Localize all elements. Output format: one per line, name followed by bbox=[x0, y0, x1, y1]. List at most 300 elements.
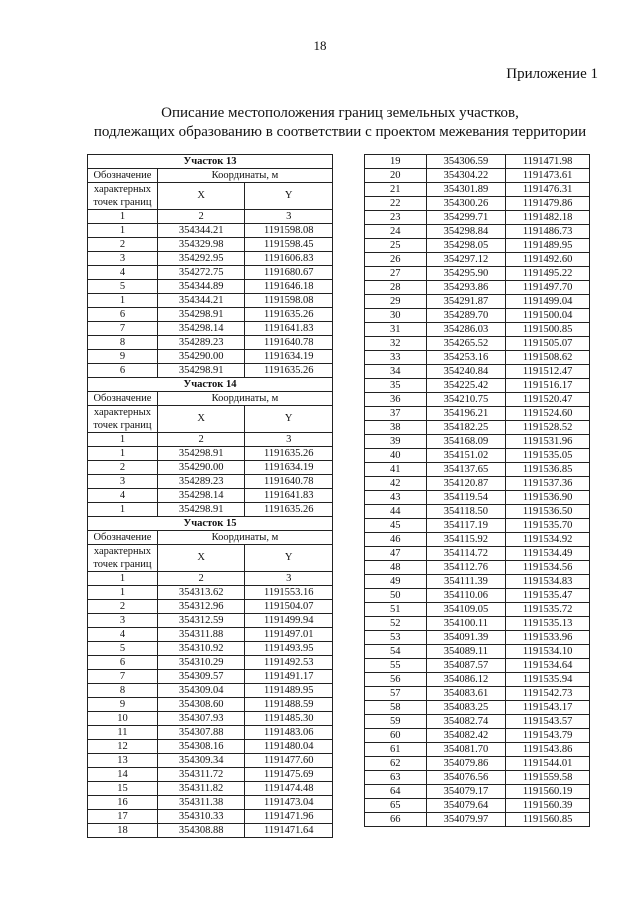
point-id: 6 bbox=[88, 308, 158, 322]
point-id: 29 bbox=[365, 295, 427, 309]
table-row bbox=[365, 365, 590, 379]
table-row bbox=[365, 155, 590, 169]
table-row bbox=[88, 810, 333, 824]
table-row bbox=[88, 224, 333, 238]
table-row bbox=[88, 768, 333, 782]
x-coordinate: 354312.59 bbox=[157, 614, 245, 628]
x-coordinate: 354295.90 bbox=[426, 267, 506, 281]
coordinates-table-right bbox=[364, 154, 590, 827]
x-coordinate: 354111.39 bbox=[426, 575, 506, 589]
point-id: 64 bbox=[365, 785, 427, 799]
table-row bbox=[88, 336, 333, 350]
table-row bbox=[365, 603, 590, 617]
point-id: 15 bbox=[88, 782, 158, 796]
y-coordinate: 1191543.86 bbox=[506, 743, 590, 757]
y-header: Y bbox=[245, 406, 333, 433]
x-coordinate: 354079.86 bbox=[426, 757, 506, 771]
x-coordinate: 354082.74 bbox=[426, 715, 506, 729]
page-number: 18 bbox=[313, 38, 327, 53]
table-row bbox=[365, 253, 590, 267]
table-row bbox=[88, 642, 333, 656]
section-title: Участок 13 bbox=[88, 155, 333, 169]
designation-line: характерных bbox=[93, 407, 151, 418]
y-coordinate: 1191508.62 bbox=[506, 351, 590, 365]
x-coordinate: 354081.70 bbox=[426, 743, 506, 757]
y-coordinate: 1191486.73 bbox=[506, 225, 590, 239]
point-id: 1 bbox=[88, 503, 158, 517]
point-id: 7 bbox=[88, 322, 158, 336]
y-coordinate: 1191531.96 bbox=[506, 435, 590, 449]
x-coordinate: 354307.88 bbox=[157, 726, 245, 740]
table-row bbox=[88, 238, 333, 252]
table-row bbox=[88, 754, 333, 768]
point-id: 25 bbox=[365, 239, 427, 253]
y-coordinate: 1191534.83 bbox=[506, 575, 590, 589]
x-coordinate: 354311.82 bbox=[157, 782, 245, 796]
x-coordinate: 354115.92 bbox=[426, 533, 506, 547]
point-id: 5 bbox=[88, 642, 158, 656]
column-number: 1 bbox=[88, 433, 158, 447]
y-coordinate: 1191479.86 bbox=[506, 197, 590, 211]
x-coordinate: 354310.92 bbox=[157, 642, 245, 656]
table-row bbox=[365, 589, 590, 603]
x-coordinate: 354290.00 bbox=[157, 350, 245, 364]
table-row bbox=[365, 813, 590, 827]
table-row bbox=[365, 351, 590, 365]
table-row bbox=[88, 614, 333, 628]
y-coordinate: 1191553.16 bbox=[245, 586, 333, 600]
table-row bbox=[88, 586, 333, 600]
y-coordinate: 1191634.19 bbox=[245, 350, 333, 364]
table-row bbox=[88, 684, 333, 698]
table-row bbox=[88, 740, 333, 754]
table-row bbox=[88, 280, 333, 294]
x-coordinate: 354118.50 bbox=[426, 505, 506, 519]
y-coordinate: 1191535.05 bbox=[506, 449, 590, 463]
point-id: 28 bbox=[365, 281, 427, 295]
x-coordinate: 354292.95 bbox=[157, 252, 245, 266]
y-coordinate: 1191680.67 bbox=[245, 266, 333, 280]
y-coordinate: 1191535.13 bbox=[506, 617, 590, 631]
y-coordinate: 1191537.36 bbox=[506, 477, 590, 491]
x-coordinate: 354079.97 bbox=[426, 813, 506, 827]
point-id: 1 bbox=[88, 447, 158, 461]
table-row bbox=[88, 350, 333, 364]
x-coordinate: 354344.89 bbox=[157, 280, 245, 294]
table-row bbox=[365, 197, 590, 211]
point-id: 23 bbox=[365, 211, 427, 225]
point-id: 35 bbox=[365, 379, 427, 393]
point-id: 36 bbox=[365, 393, 427, 407]
point-id: 58 bbox=[365, 701, 427, 715]
y-coordinate: 1191543.79 bbox=[506, 729, 590, 743]
y-coordinate: 1191635.26 bbox=[245, 364, 333, 378]
point-id: 61 bbox=[365, 743, 427, 757]
table-row bbox=[365, 267, 590, 281]
point-id: 30 bbox=[365, 309, 427, 323]
point-id: 48 bbox=[365, 561, 427, 575]
point-id: 54 bbox=[365, 645, 427, 659]
table-row bbox=[88, 824, 333, 838]
x-coordinate: 354344.21 bbox=[157, 294, 245, 308]
y-coordinate: 1191635.26 bbox=[245, 503, 333, 517]
x-coordinate: 354311.72 bbox=[157, 768, 245, 782]
designation-line: точек границ bbox=[93, 420, 152, 431]
point-id: 49 bbox=[365, 575, 427, 589]
column-number: 2 bbox=[157, 210, 245, 224]
table-row bbox=[365, 519, 590, 533]
point-id: 24 bbox=[365, 225, 427, 239]
y-coordinate: 1191489.95 bbox=[245, 684, 333, 698]
point-id: 19 bbox=[365, 155, 427, 169]
point-id: 17 bbox=[88, 810, 158, 824]
point-id: 3 bbox=[88, 475, 158, 489]
point-id: 9 bbox=[88, 698, 158, 712]
point-id: 7 bbox=[88, 670, 158, 684]
y-coordinate: 1191536.85 bbox=[506, 463, 590, 477]
table-row bbox=[365, 701, 590, 715]
y-coordinate: 1191476.31 bbox=[506, 183, 590, 197]
x-coordinate: 354289.23 bbox=[157, 475, 245, 489]
x-coordinate: 354082.42 bbox=[426, 729, 506, 743]
y-coordinate: 1191471.64 bbox=[245, 824, 333, 838]
header-row bbox=[88, 169, 333, 183]
table-row bbox=[365, 799, 590, 813]
column-numbers-row bbox=[88, 433, 333, 447]
designation-header-cont bbox=[88, 183, 158, 210]
table-row bbox=[88, 447, 333, 461]
document-title bbox=[60, 104, 620, 142]
y-coordinate: 1191640.78 bbox=[245, 475, 333, 489]
x-coordinate: 354310.33 bbox=[157, 810, 245, 824]
point-id: 44 bbox=[365, 505, 427, 519]
column-numbers-row bbox=[88, 210, 333, 224]
y-coordinate: 1191493.95 bbox=[245, 642, 333, 656]
table-row bbox=[365, 645, 590, 659]
column-numbers-row bbox=[88, 572, 333, 586]
x-coordinate: 354137.65 bbox=[426, 463, 506, 477]
table-row bbox=[365, 771, 590, 785]
table-row bbox=[88, 252, 333, 266]
y-coordinate: 1191641.83 bbox=[245, 489, 333, 503]
designation-line: точек границ bbox=[93, 559, 152, 570]
point-id: 11 bbox=[88, 726, 158, 740]
point-id: 43 bbox=[365, 491, 427, 505]
x-coordinate: 354151.02 bbox=[426, 449, 506, 463]
x-coordinate: 354286.03 bbox=[426, 323, 506, 337]
table-row bbox=[88, 782, 333, 796]
table-row bbox=[365, 295, 590, 309]
y-coordinate: 1191485.30 bbox=[245, 712, 333, 726]
y-coordinate: 1191488.59 bbox=[245, 698, 333, 712]
table-row bbox=[88, 656, 333, 670]
table-row bbox=[365, 281, 590, 295]
table-row bbox=[88, 294, 333, 308]
y-coordinate: 1191534.49 bbox=[506, 547, 590, 561]
x-coordinate: 354298.91 bbox=[157, 308, 245, 322]
x-coordinate: 354310.29 bbox=[157, 656, 245, 670]
point-id: 1 bbox=[88, 294, 158, 308]
table-row bbox=[88, 322, 333, 336]
designation-header: Обозначение bbox=[88, 531, 158, 545]
x-coordinate: 354210.75 bbox=[426, 393, 506, 407]
table-row bbox=[365, 547, 590, 561]
y-coordinate: 1191516.17 bbox=[506, 379, 590, 393]
x-coordinate: 354313.62 bbox=[157, 586, 245, 600]
table-row bbox=[365, 561, 590, 575]
x-coordinate: 354225.42 bbox=[426, 379, 506, 393]
y-coordinate: 1191504.07 bbox=[245, 600, 333, 614]
y-coordinate: 1191635.26 bbox=[245, 447, 333, 461]
table-row bbox=[365, 659, 590, 673]
designation-header-cont bbox=[88, 406, 158, 433]
x-coordinate: 354253.16 bbox=[426, 351, 506, 365]
x-coordinate: 354120.87 bbox=[426, 477, 506, 491]
table-row bbox=[365, 743, 590, 757]
table-row bbox=[88, 266, 333, 280]
column-number: 3 bbox=[245, 433, 333, 447]
column-number: 3 bbox=[245, 572, 333, 586]
table-row bbox=[365, 491, 590, 505]
x-coordinate: 354100.11 bbox=[426, 617, 506, 631]
y-coordinate: 1191635.26 bbox=[245, 308, 333, 322]
table-row bbox=[365, 393, 590, 407]
point-id: 9 bbox=[88, 350, 158, 364]
table-row bbox=[365, 379, 590, 393]
y-coordinate: 1191536.90 bbox=[506, 491, 590, 505]
table-row bbox=[365, 169, 590, 183]
x-coordinate: 354329.98 bbox=[157, 238, 245, 252]
point-id: 42 bbox=[365, 477, 427, 491]
x-coordinate: 354312.96 bbox=[157, 600, 245, 614]
y-coordinate: 1191471.98 bbox=[506, 155, 590, 169]
y-coordinate: 1191560.85 bbox=[506, 813, 590, 827]
point-id: 2 bbox=[88, 600, 158, 614]
header-row bbox=[88, 531, 333, 545]
table-row bbox=[88, 670, 333, 684]
point-id: 62 bbox=[365, 757, 427, 771]
column-number: 1 bbox=[88, 210, 158, 224]
table-row bbox=[365, 323, 590, 337]
table-row bbox=[365, 715, 590, 729]
y-coordinate: 1191559.58 bbox=[506, 771, 590, 785]
y-coordinate: 1191500.04 bbox=[506, 309, 590, 323]
x-coordinate: 354196.21 bbox=[426, 407, 506, 421]
y-coordinate: 1191520.47 bbox=[506, 393, 590, 407]
x-coordinate: 354298.05 bbox=[426, 239, 506, 253]
point-id: 34 bbox=[365, 365, 427, 379]
point-id: 40 bbox=[365, 449, 427, 463]
x-coordinate: 354304.22 bbox=[426, 169, 506, 183]
point-id: 63 bbox=[365, 771, 427, 785]
point-id: 6 bbox=[88, 656, 158, 670]
point-id: 3 bbox=[88, 614, 158, 628]
coordinates-header: Координаты, м bbox=[157, 392, 332, 406]
point-id: 8 bbox=[88, 684, 158, 698]
point-id: 26 bbox=[365, 253, 427, 267]
point-id: 56 bbox=[365, 673, 427, 687]
table-row bbox=[365, 729, 590, 743]
y-coordinate: 1191473.04 bbox=[245, 796, 333, 810]
table-row bbox=[88, 628, 333, 642]
x-coordinate: 354298.91 bbox=[157, 503, 245, 517]
table-row bbox=[365, 757, 590, 771]
x-header: X bbox=[157, 545, 245, 572]
y-header: Y bbox=[245, 545, 333, 572]
point-id: 47 bbox=[365, 547, 427, 561]
point-id: 13 bbox=[88, 754, 158, 768]
y-coordinate: 1191543.17 bbox=[506, 701, 590, 715]
designation-header: Обозначение bbox=[88, 169, 158, 183]
point-id: 27 bbox=[365, 267, 427, 281]
y-coordinate: 1191543.57 bbox=[506, 715, 590, 729]
y-coordinate: 1191471.96 bbox=[245, 810, 333, 824]
table-row bbox=[88, 461, 333, 475]
table-row bbox=[365, 239, 590, 253]
x-header: X bbox=[157, 406, 245, 433]
x-coordinate: 354309.04 bbox=[157, 684, 245, 698]
point-id: 1 bbox=[88, 224, 158, 238]
y-coordinate: 1191535.70 bbox=[506, 519, 590, 533]
x-coordinate: 354344.21 bbox=[157, 224, 245, 238]
x-coordinate: 354298.14 bbox=[157, 489, 245, 503]
designation-line: точек границ bbox=[93, 197, 152, 208]
x-coordinate: 354308.60 bbox=[157, 698, 245, 712]
point-id: 6 bbox=[88, 364, 158, 378]
column-number: 2 bbox=[157, 572, 245, 586]
title-line-1: Описание местоположения границ земельных участков, bbox=[161, 105, 519, 121]
y-coordinate: 1191492.60 bbox=[506, 253, 590, 267]
point-id: 33 bbox=[365, 351, 427, 365]
table-row bbox=[365, 631, 590, 645]
table-row bbox=[88, 475, 333, 489]
point-id: 2 bbox=[88, 461, 158, 475]
point-id: 10 bbox=[88, 712, 158, 726]
x-coordinate: 354272.75 bbox=[157, 266, 245, 280]
x-header: X bbox=[157, 183, 245, 210]
y-coordinate: 1191634.19 bbox=[245, 461, 333, 475]
section-title: Участок 14 bbox=[88, 378, 333, 392]
x-coordinate: 354300.26 bbox=[426, 197, 506, 211]
table-row bbox=[88, 503, 333, 517]
column-number: 1 bbox=[88, 572, 158, 586]
x-coordinate: 354298.14 bbox=[157, 322, 245, 336]
y-coordinate: 1191495.22 bbox=[506, 267, 590, 281]
y-coordinate: 1191499.94 bbox=[245, 614, 333, 628]
x-coordinate: 354079.17 bbox=[426, 785, 506, 799]
y-coordinate: 1191533.96 bbox=[506, 631, 590, 645]
point-id: 21 bbox=[365, 183, 427, 197]
point-id: 52 bbox=[365, 617, 427, 631]
table-row bbox=[88, 489, 333, 503]
x-coordinate: 354083.25 bbox=[426, 701, 506, 715]
table-row bbox=[365, 463, 590, 477]
table-row bbox=[365, 407, 590, 421]
y-coordinate: 1191474.48 bbox=[245, 782, 333, 796]
point-id: 4 bbox=[88, 489, 158, 503]
y-coordinate: 1191528.52 bbox=[506, 421, 590, 435]
y-coordinate: 1191489.95 bbox=[506, 239, 590, 253]
column-number: 3 bbox=[245, 210, 333, 224]
x-coordinate: 354308.88 bbox=[157, 824, 245, 838]
y-coordinate: 1191512.47 bbox=[506, 365, 590, 379]
y-coordinate: 1191535.72 bbox=[506, 603, 590, 617]
point-id: 5 bbox=[88, 280, 158, 294]
x-coordinate: 354311.38 bbox=[157, 796, 245, 810]
x-coordinate: 354311.88 bbox=[157, 628, 245, 642]
y-coordinate: 1191534.56 bbox=[506, 561, 590, 575]
point-id: 1 bbox=[88, 586, 158, 600]
designation-header: Обозначение bbox=[88, 392, 158, 406]
table-row bbox=[365, 435, 590, 449]
y-coordinate: 1191560.39 bbox=[506, 799, 590, 813]
point-id: 51 bbox=[365, 603, 427, 617]
y-coordinate: 1191483.06 bbox=[245, 726, 333, 740]
point-id: 59 bbox=[365, 715, 427, 729]
table-row bbox=[365, 533, 590, 547]
x-coordinate: 354298.91 bbox=[157, 447, 245, 461]
y-coordinate: 1191598.08 bbox=[245, 294, 333, 308]
x-coordinate: 354308.16 bbox=[157, 740, 245, 754]
y-coordinate: 1191640.78 bbox=[245, 336, 333, 350]
table-row bbox=[365, 421, 590, 435]
x-coordinate: 354182.25 bbox=[426, 421, 506, 435]
table-row bbox=[88, 712, 333, 726]
point-id: 31 bbox=[365, 323, 427, 337]
point-id: 32 bbox=[365, 337, 427, 351]
y-coordinate: 1191646.18 bbox=[245, 280, 333, 294]
table-row bbox=[365, 183, 590, 197]
x-coordinate: 354265.52 bbox=[426, 337, 506, 351]
point-id: 20 bbox=[365, 169, 427, 183]
point-id: 39 bbox=[365, 435, 427, 449]
x-coordinate: 354168.09 bbox=[426, 435, 506, 449]
x-coordinate: 354291.87 bbox=[426, 295, 506, 309]
point-id: 45 bbox=[365, 519, 427, 533]
header-row bbox=[88, 406, 333, 433]
x-coordinate: 354110.06 bbox=[426, 589, 506, 603]
point-id: 14 bbox=[88, 768, 158, 782]
table-row bbox=[88, 796, 333, 810]
x-coordinate: 354076.56 bbox=[426, 771, 506, 785]
x-coordinate: 354298.91 bbox=[157, 364, 245, 378]
point-id: 3 bbox=[88, 252, 158, 266]
x-coordinate: 354307.93 bbox=[157, 712, 245, 726]
point-id: 4 bbox=[88, 266, 158, 280]
x-coordinate: 354119.54 bbox=[426, 491, 506, 505]
section-title-row bbox=[88, 155, 333, 169]
table-row bbox=[88, 600, 333, 614]
designation-header-cont bbox=[88, 545, 158, 572]
y-coordinate: 1191480.04 bbox=[245, 740, 333, 754]
coordinates-table-left bbox=[87, 154, 333, 838]
section-title-row bbox=[88, 517, 333, 531]
y-coordinate: 1191524.60 bbox=[506, 407, 590, 421]
x-coordinate: 354306.59 bbox=[426, 155, 506, 169]
y-coordinate: 1191598.08 bbox=[245, 224, 333, 238]
y-coordinate: 1191477.60 bbox=[245, 754, 333, 768]
point-id: 2 bbox=[88, 238, 158, 252]
header-row bbox=[88, 545, 333, 572]
header-row bbox=[88, 392, 333, 406]
section-title: Участок 15 bbox=[88, 517, 333, 531]
y-coordinate: 1191534.92 bbox=[506, 533, 590, 547]
x-coordinate: 354240.84 bbox=[426, 365, 506, 379]
x-coordinate: 354079.64 bbox=[426, 799, 506, 813]
x-coordinate: 354109.05 bbox=[426, 603, 506, 617]
y-coordinate: 1191536.50 bbox=[506, 505, 590, 519]
table-row bbox=[365, 617, 590, 631]
